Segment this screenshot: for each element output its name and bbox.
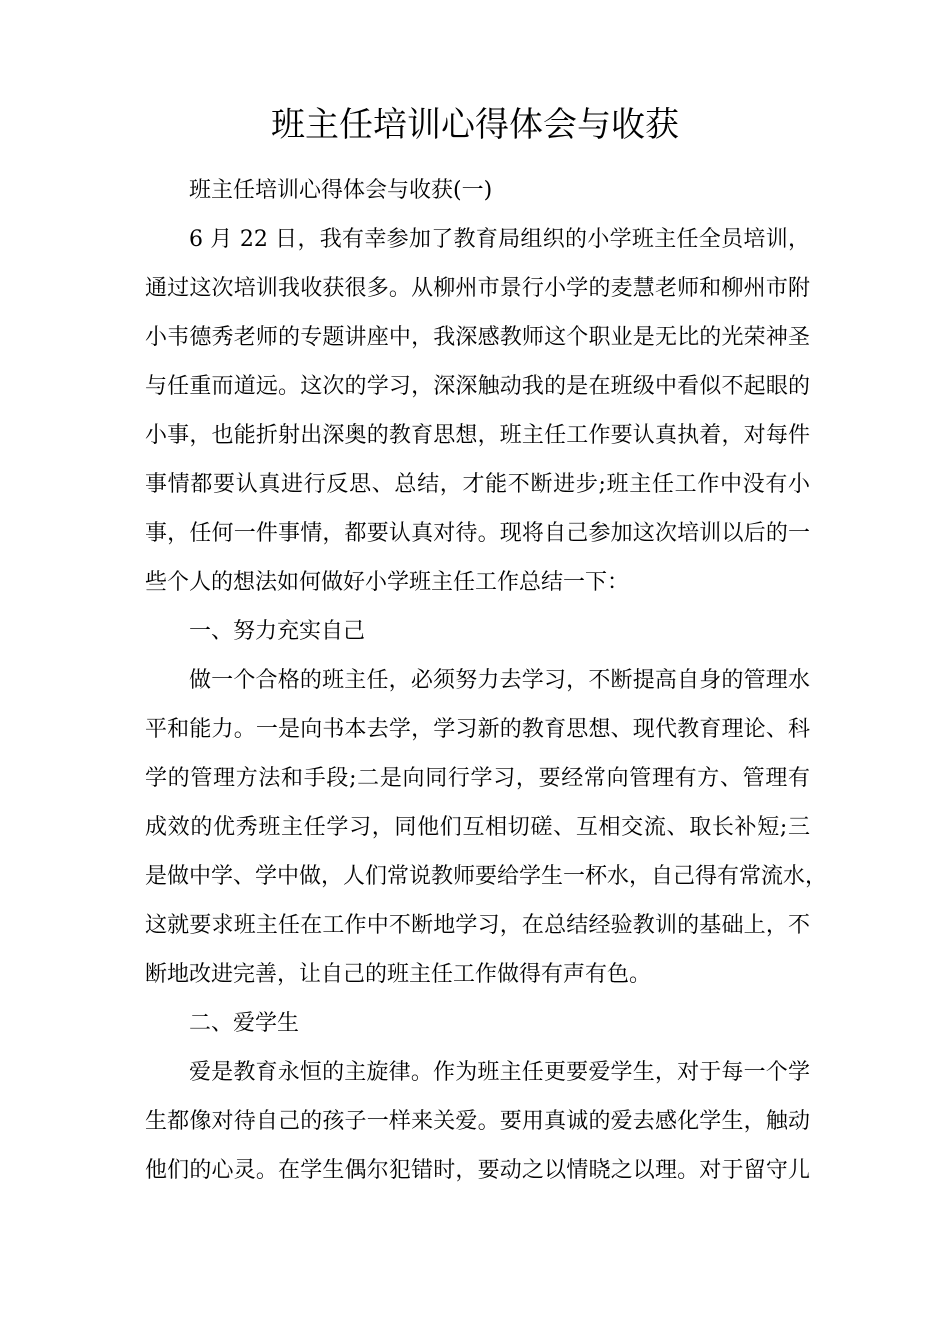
paragraph-intro [145,215,810,607]
paragraph-section-1 [145,656,828,999]
paragraph-line: 这就要求班主任在工作中不断地学习，在总结经验教训的基础上，不 [145,913,810,938]
paragraph-line: 事，任何一件事情，都要认真对待。现将自己参加这次培训以后的一 [145,521,810,546]
paragraph-line: 生都像对待自己的孩子一样来关爱。要用真诚的爱去感化学生，触动 [145,1109,810,1134]
paragraph-line: 小事，也能折射出深奥的教育思想，班主任工作要认真执着，对每件 [145,423,810,448]
document-body [145,166,828,1195]
paragraph-line: 事情都要认真进行反思、总结，才能不断进步;班主任工作中没有小 [145,472,810,497]
paragraph-line: 些个人的想法如何做好小学班主任工作总结一下： [145,570,630,595]
paragraph-line: 通过这次培训我收获很多。从柳州市景行小学的麦慧老师和柳州市附 [145,276,810,301]
paragraph-line: 爱是教育永恒的主旋律。作为班主任更要爱学生，对于每一个学 [189,1060,810,1085]
paragraph-line: 断地改进完善，让自己的班主任工作做得有声有色。 [145,962,652,987]
paragraph-line: 6 月 22 日，我有幸参加了教育局组织的小学班主任全员培训， [189,227,810,252]
section-heading-1: 一、努力充实自己 [189,619,366,644]
paragraph-line: 成效的优秀班主任学习，同他们互相切磋、互相交流、取长补短;三 [145,815,810,840]
paragraph-line: 他们的心灵。在学生偶尔犯错时，要动之以情晓之以理。对于留守儿 [145,1158,810,1183]
document-subtitle: 班主任培训心得体会与收获(一) [189,178,493,203]
paragraph-line: 学的管理方法和手段;二是向同行学习，要经常向管理有方、管理有 [145,766,810,791]
paragraph-section-2 [145,1048,810,1195]
section-heading-2: 二、爱学生 [189,1011,300,1036]
document-title: 班主任培训心得体会与收获 [271,105,679,145]
paragraph-line: 平和能力。一是向书本去学，学习新的教育思想、现代教育理论、科 [145,717,810,742]
paragraph-line: 小韦德秀老师的专题讲座中，我深感教师这个职业是无比的光荣神圣 [145,325,810,350]
paragraph-line: 与任重而道远。这次的学习，深深触动我的是在班级中看似不起眼的 [145,374,810,399]
paragraph-line: 做一个合格的班主任，必须努力去学习，不断提高自身的管理水 [189,668,810,693]
paragraph-line: 是做中学、学中做，人们常说教师要给学生一杯水，自己得有常流水， [145,864,828,889]
